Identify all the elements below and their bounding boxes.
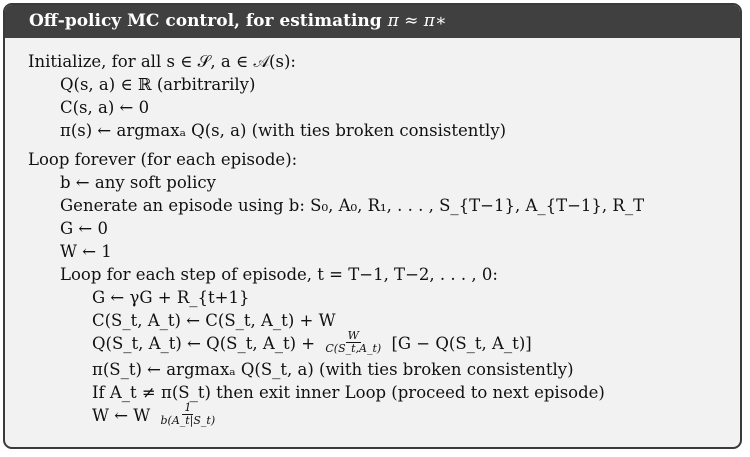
w-update-fraction-numerator: 1: [184, 401, 192, 414]
w-update-left: W ← W: [92, 406, 156, 425]
w-update-fraction: [158, 402, 217, 427]
line-w-init: W ← 1: [60, 242, 112, 261]
q-update-left: Q(S_t, A_t) ← Q(S_t, A_t) +: [92, 334, 321, 353]
q-update-fraction-numerator: W: [347, 329, 359, 342]
q-update-right: [G − Q(S_t, A_t)]: [386, 334, 532, 353]
algorithm-body: [5, 38, 740, 427]
line-q-init: Q(s, a) ∈ ℝ (arbitrarily): [60, 75, 256, 94]
line-b-policy: b ← any soft policy: [60, 173, 216, 192]
line-g-update: G ← γG + R_{t+1}: [92, 288, 250, 307]
q-update-fraction-denominator: C(S_t,A_t): [325, 342, 382, 355]
line-loop-forever: Loop forever (for each episode):: [28, 150, 298, 169]
line-c-update: C(S_t, A_t) ← C(S_t, A_t) + W: [92, 311, 336, 330]
line-initialize: Initialize, for all s ∈ 𝒮, a ∈ 𝒜(s):: [28, 52, 296, 71]
algorithm-title-math: π ≈ π∗: [387, 11, 447, 31]
line-generate-episode: Generate an episode using b: S₀, A₀, R₁, . . . , S_{T−1}, A_{T−1}, R_T: [60, 196, 645, 215]
algorithm-box: [3, 3, 742, 449]
algorithm-title: Off-policy MC control, for estimating: [29, 11, 388, 31]
line-pi-init: π(s) ← argmaxₐ Q(s, a) (with ties broken consistently): [60, 121, 507, 140]
q-update-fraction: [323, 330, 383, 355]
line-loop-steps: Loop for each step of episode, t = T−1, T−2, . . . , 0:: [60, 265, 498, 284]
line-exit-condition: If A_t ≠ π(S_t) then exit inner Loop (proceed to next episode): [92, 383, 605, 402]
line-g-init: G ← 0: [60, 219, 108, 238]
line-w-update: [92, 401, 220, 427]
line-pi-update: π(S_t) ← argmaxₐ Q(S_t, a) (with ties broken consistently): [92, 360, 574, 379]
algorithm-title-bar: [5, 5, 740, 38]
line-q-update: [92, 329, 532, 355]
w-update-fraction-denominator: b(A_t|S_t): [160, 414, 216, 427]
line-c-init: C(s, a) ← 0: [60, 98, 150, 117]
